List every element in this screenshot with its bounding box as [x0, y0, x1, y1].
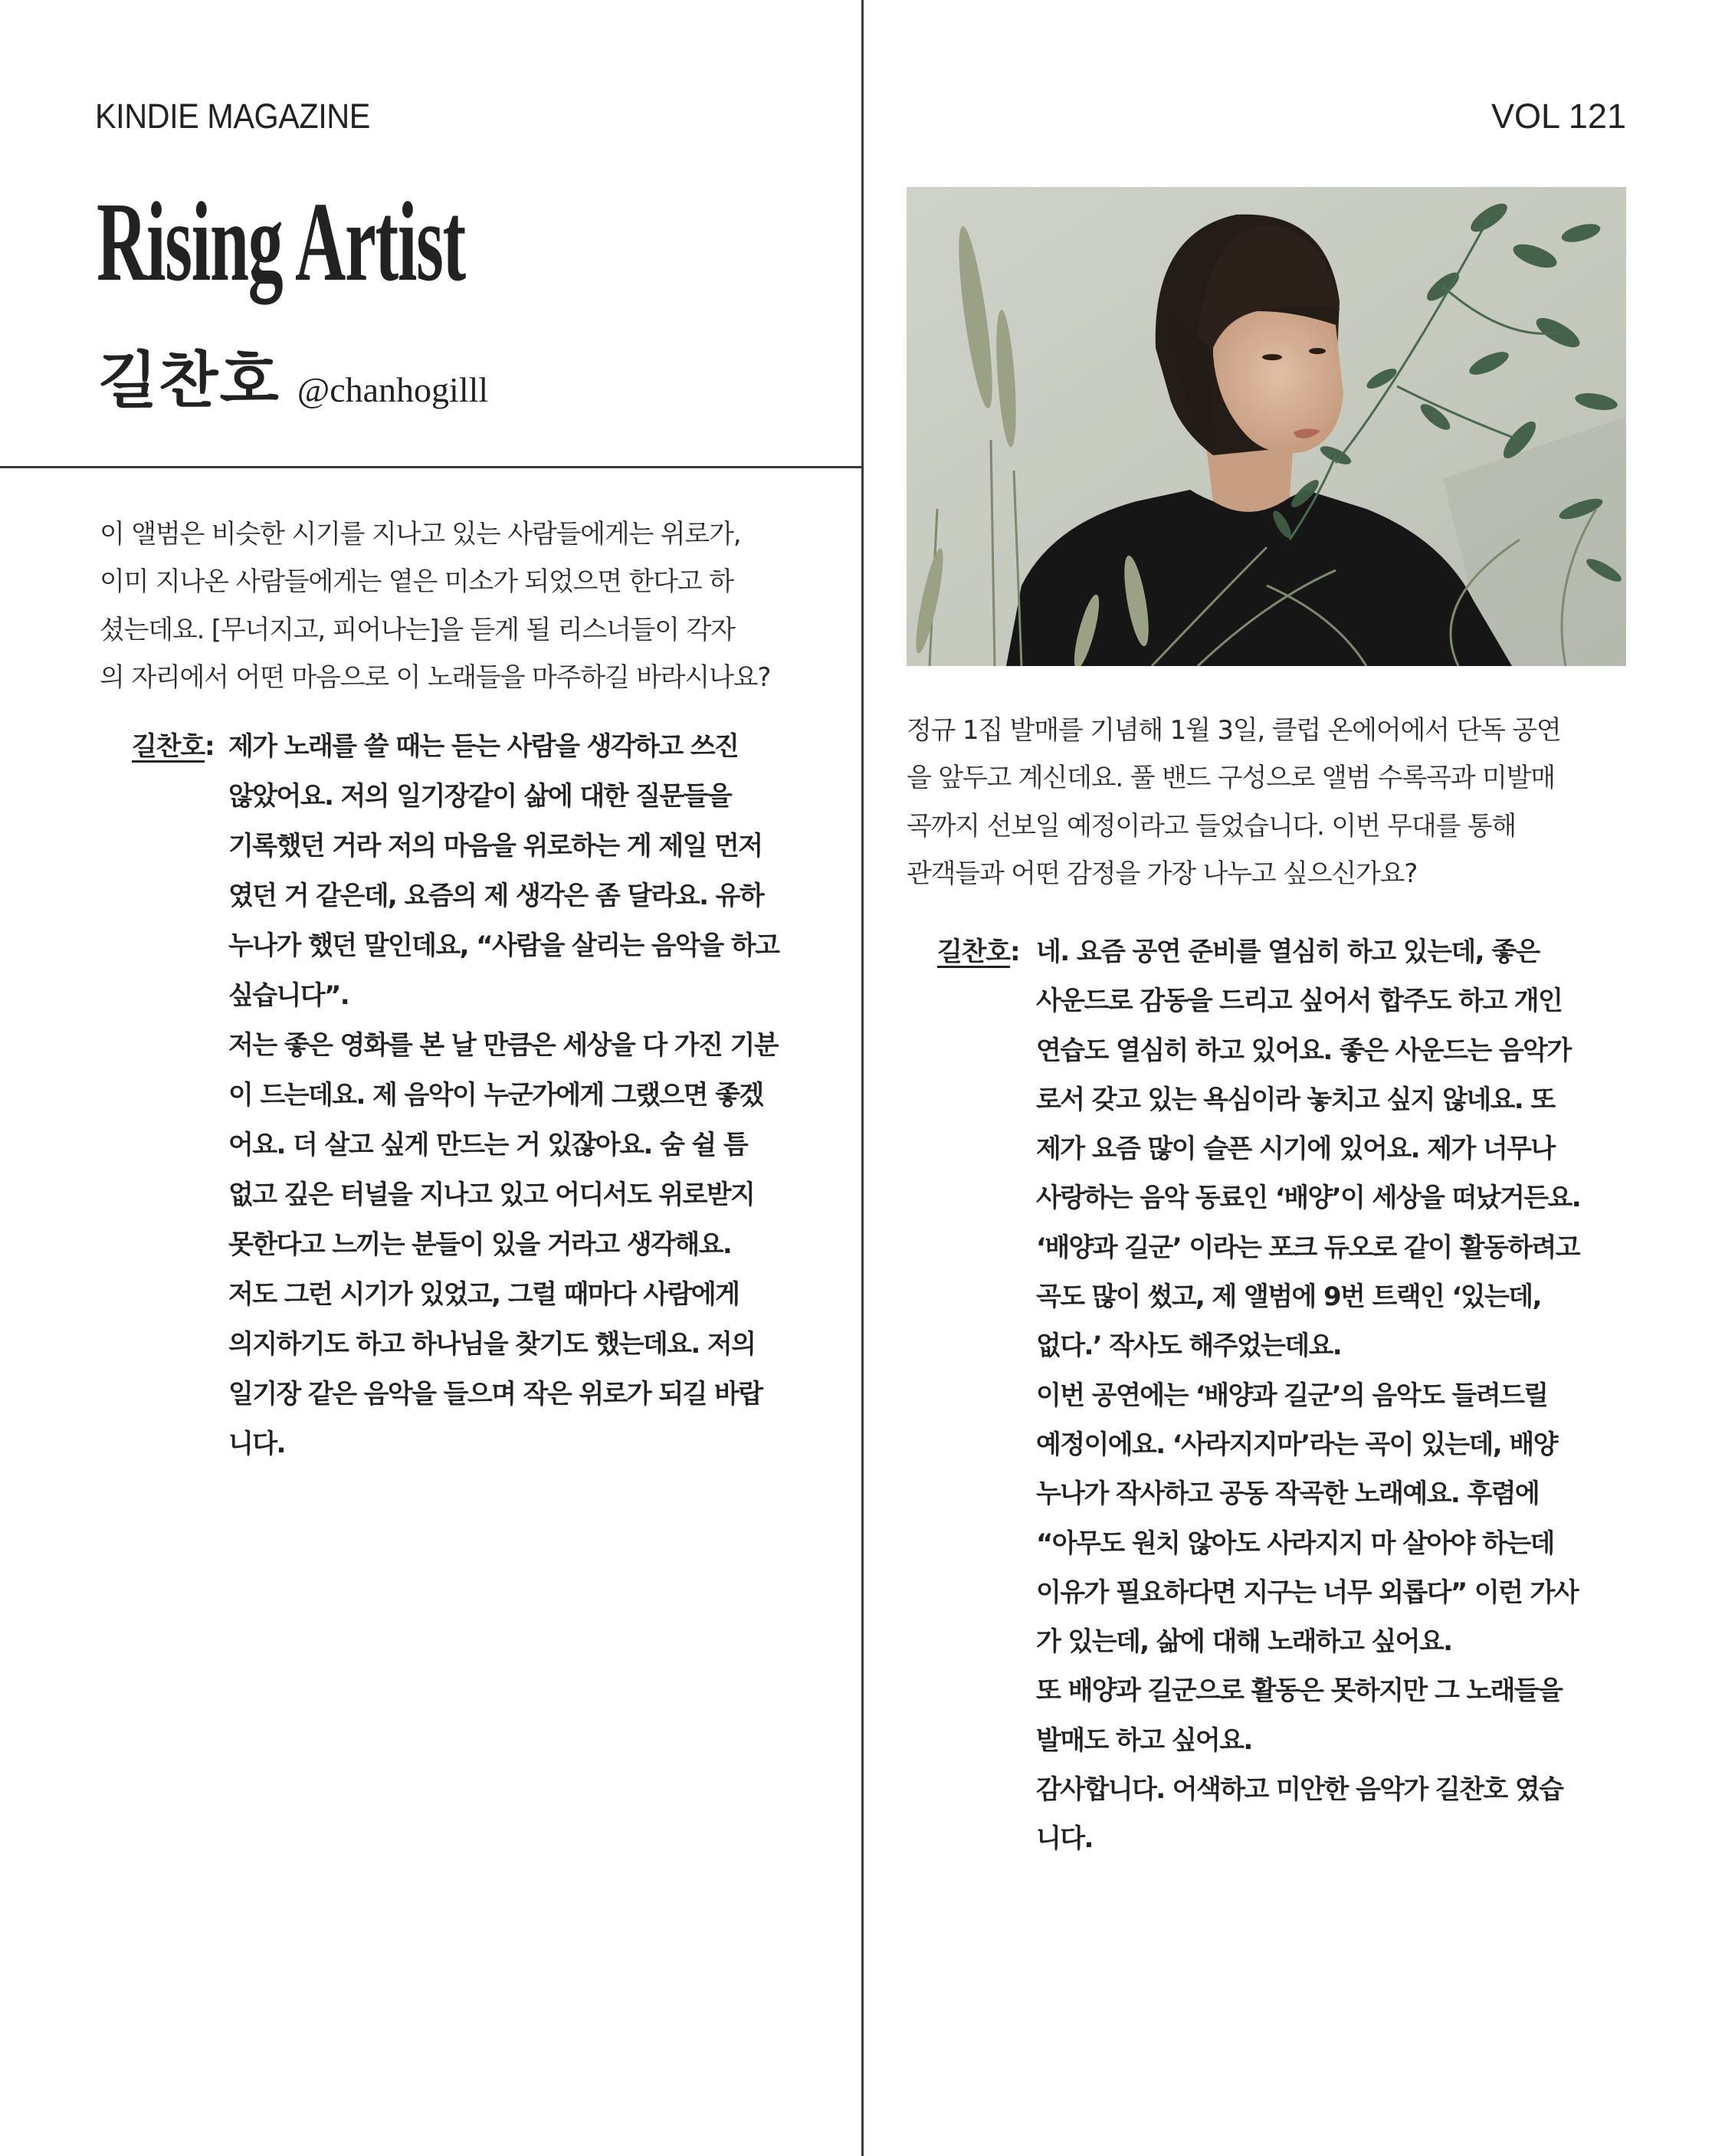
answer-line: 어요. 더 살고 싶게 만드는 거 있잖아요. 숨 쉴 틈 [228, 1130, 748, 1160]
answer-line: 사운드로 감동을 드리고 싶어서 합주도 하고 개인 [1036, 986, 1563, 1017]
answer-line: 기록했던 거라 저의 마음을 위로하는 게 제일 먼저 [228, 831, 762, 861]
question-line: 관객들과 어떤 감정을 가장 나누고 싶으신가요? [907, 858, 1418, 889]
right-answer [937, 927, 1580, 1864]
answer-line: 연습도 열심히 하고 있어요. 좋은 사운드는 음악가 [1036, 1035, 1571, 1066]
artist-name: 길찬호 [98, 344, 280, 416]
answer-line: 일기장 같은 음악을 들으며 작은 위로가 되길 바랍 [228, 1379, 762, 1409]
artist-handle: @chanhogilll [297, 370, 489, 409]
answer-line: 제가 요즘 많이 슬픈 시기에 있어요. 제가 너무나 [1036, 1134, 1555, 1165]
answer-line: 저도 그런 시기가 있었고, 그럴 때마다 사람에게 [228, 1279, 740, 1310]
answer-line: 못한다고 느끼는 분들이 있을 거라고 생각해요. [228, 1229, 732, 1260]
answer-line: 감사합니다. 어색하고 미안한 음악가 길찬호 였습 [1036, 1774, 1563, 1806]
magazine-name: KINDIE MAGAZINE [95, 97, 370, 136]
answer-line: 이번 공연에는 ‘배양과 길군’의 음악도 들려드릴 [1036, 1380, 1548, 1411]
answer-line: 제가 노래를 쓸 때는 듣는 사람을 생각하고 쓰진 [228, 731, 739, 762]
speaker-name: 길찬호 [132, 731, 205, 762]
question-line: 곡까지 선보일 예정이라고 들었습니다. 이번 무대를 통해 [907, 810, 1517, 842]
answer-line: 없고 깊은 터널을 지나고 있고 어디서도 위로받지 [228, 1180, 755, 1210]
answer-line: “아무도 원치 않아도 사라지지 마 살아야 하는데 [1036, 1528, 1554, 1559]
answer-text [228, 722, 779, 1469]
speaker-label: 길찬호: [132, 731, 215, 762]
artist-heading [98, 342, 488, 418]
answer-line: 로서 갖고 있는 욕심이라 놓치고 싶지 않네요. 또 [1036, 1084, 1555, 1115]
answer-line: 가 있는데, 삶에 대해 노래하고 싶어요. [1036, 1626, 1452, 1658]
answer-line: 없다.’ 작사도 해주었는데요. [1036, 1331, 1342, 1362]
answer-line: 싶습니다”. [228, 980, 349, 1011]
answer-line: 사랑하는 음악 동료인 ‘배양’이 세상을 떠났거든요. [1036, 1183, 1581, 1214]
answer-line: 곡도 많이 썼고, 제 앨범에 9번 트랙인 ‘있는데, [1036, 1281, 1541, 1313]
right-question [907, 707, 1561, 898]
answer-line: 이유가 필요하다면 지구는 너무 외롭다” 이런 가사 [1036, 1577, 1579, 1608]
column-divider [861, 0, 864, 2156]
answer-text [1036, 927, 1580, 1864]
answer-line: 예정이에요. ‘사라지지마’라는 곡이 있는데, 배양 [1036, 1429, 1557, 1460]
answer-line: 누나가 작사하고 공동 작곡한 노래예요. 후렴에 [1036, 1478, 1540, 1510]
question-line: 을 앞두고 계신데요. 풀 밴드 구성으로 앨범 수록곡과 미발매 [907, 763, 1555, 794]
question-line: 이미 지나온 사람들에게는 옅은 미소가 되었으면 한다고 하 [100, 566, 733, 598]
answer-line: 또 배양과 길군으로 활동은 못하지만 그 노래들을 [1036, 1675, 1563, 1707]
question-line: 의 자리에서 어떤 마음으로 이 노래들을 마주하길 바라시나요? [100, 661, 771, 693]
section-title: Rising Artist [97, 179, 465, 305]
answer-line: 발매도 하고 싶어요. [1036, 1724, 1252, 1756]
answer-line: 이 드는데요. 제 음악이 누군가에게 그랬으면 좋겠 [228, 1080, 763, 1111]
speaker-name: 길찬호 [937, 937, 1010, 967]
answer-line: 네. 요즘 공연 준비를 열심히 하고 있는데, 좋은 [1036, 937, 1540, 967]
answer-line: 였던 거 같은데, 요즘의 제 생각은 좀 달라요. 유하 [228, 881, 764, 911]
left-answer [132, 722, 779, 1469]
header-divider [0, 466, 863, 468]
question-line: 이 앨범은 비슷한 시기를 지나고 있는 사람들에게는 위로가, [100, 519, 741, 550]
answer-line: 니다. [228, 1429, 285, 1459]
answer-line: 누나가 했던 말인데요, “사람을 살리는 음악을 하고 [228, 930, 779, 961]
answer-line: 의지하기도 하고 하나님을 찾기도 했는데요. 저의 [228, 1329, 756, 1360]
left-question [100, 510, 770, 701]
answer-line: 저는 좋은 영화를 본 날 만큼은 세상을 다 가진 기분 [228, 1030, 779, 1061]
answer-line: ‘배양과 길군’ 이라는 포크 듀오로 같이 활동하려고 [1036, 1232, 1579, 1263]
artist-photo [907, 187, 1626, 666]
question-line: 셨는데요. [무너지고, 피어나는]을 듣게 될 리스너들이 각자 [100, 614, 735, 645]
answer-line: 않았어요. 저의 일기장같이 삶에 대한 질문들을 [228, 781, 732, 812]
answer-line: 니다. [1036, 1823, 1093, 1855]
speaker-label: 길찬호: [937, 937, 1020, 967]
volume-number: VOL 121 [1491, 97, 1626, 136]
question-line: 정규 1집 발매를 기념해 1월 3일, 클럽 온에어에서 단독 공연 [907, 715, 1561, 746]
